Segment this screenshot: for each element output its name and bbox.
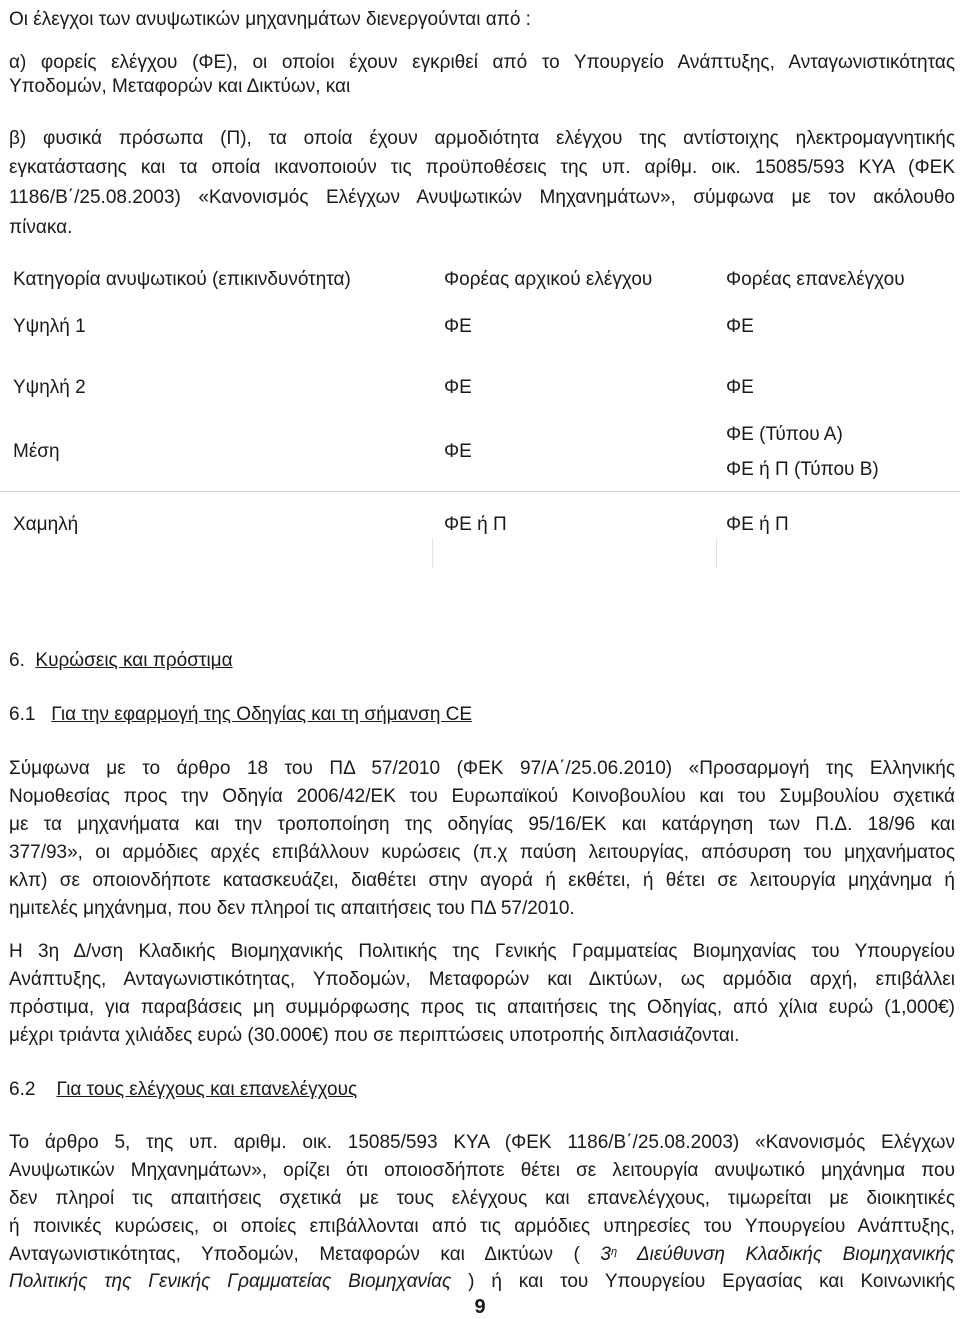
section-62-line6-rest: ) ή και του Υπουργείου Εργασίας και Κοινωνικής	[451, 1271, 955, 1292]
section-61-p2-line1: Η 3η Δ/νση Κλαδικής Βιομηχανικής Πολιτικής της Γενικής Γραμματείας Βιομηχανίας του Υπουργείου	[9, 941, 955, 962]
section-61-p1-line4: 377/93», οι αρμόδιες αρχές επιβάλλουν κυρώσεις (π.χ παύση λειτουργίας, απόσυρση του μηχανήματος	[9, 842, 955, 863]
inspection-table	[0, 262, 960, 568]
table-row-1-recheck: ΦΕ	[726, 316, 754, 337]
section-62-heading	[9, 1078, 357, 1102]
table-column-rule	[432, 538, 433, 568]
intro-a-line2: Υποδομών, Μεταφορών και Δικτύων, και	[9, 76, 351, 97]
table-row-1-initial: ΦΕ	[444, 316, 472, 337]
table-header-recheck: Φορέας επανελέγχου	[726, 269, 905, 290]
section-62-p1-line5	[9, 1243, 955, 1267]
section-61-p1-line3: με τα μηχανήματα και την τροποποίηση της οδηγίας 95/16/ΕΚ και κατάργηση των Π.Δ. 18/96 και	[9, 814, 955, 835]
table-column-rule	[716, 538, 717, 568]
directorate-number: 3	[600, 1244, 611, 1265]
section-62-line6-italic: Πολιτικής της Γενικής Γραμματείας Βιομηχανίας	[9, 1271, 452, 1292]
table-row-2-recheck: ΦΕ	[726, 377, 754, 398]
section-61-title: Για την εφαρμογή της Οδηγίας και τη σήμανση CE	[51, 704, 473, 725]
intro-b-line1: β) φυσικά πρόσωπα (Π), τα οποία έχουν αρμοδιότητα ελέγχου της αντίστοιχης ηλεκτρομαγνητικής	[9, 128, 955, 149]
intro-b-line2: εγκατάστασης και τα οποία ικανοποιούν τις προϋποθέσεις της υπ. αρίθμ. οικ. 15085/593 ΚΥΑ (ΦΕΚ	[9, 157, 955, 178]
section-61-p1-line6: ημιτελές μηχάνημα, που δεν πληροί τις απαιτήσεις του ΠΔ 57/2010.	[9, 898, 575, 919]
section-62-number: 6.2	[9, 1079, 36, 1100]
section-61-p2-line4: μέχρι τριάντα χιλιάδες ευρώ (30.000€) που σε περιπτώσεις υποτροπής διπλασιάζονται.	[9, 1025, 740, 1046]
page-number: 9	[474, 1296, 486, 1318]
section-6-number: 6.	[9, 650, 25, 671]
table-row-2-category: Υψηλή 2	[13, 377, 86, 398]
section-61-heading	[9, 703, 472, 727]
section-61-p2-line3: πρόστιμα, για παραβάσεις μη συμμόρφωσης προς τις απαιτήσεις της Οδηγίας, από χίλια ευρώ (1,000€)	[9, 997, 955, 1018]
table-row-4-category: Χαμηλή	[13, 514, 79, 535]
section-61-p1-line5: κλπ) σε οποιονδήποτε κατασκευάζει, διαθέτει στην αγορά ή εκθέτει, ή θέτει σε λειτουργία μηχάνημα ή	[9, 870, 955, 891]
directorate-name: Διεύθυνση Κλαδικής Βιομηχανικής	[617, 1244, 955, 1265]
table-row-1-category: Υψηλή 1	[13, 316, 86, 337]
table-header-category: Κατηγορία ανυψωτικού (επικινδυνότητα)	[13, 269, 351, 290]
table-row-3-recheck-b: ΦΕ ή Π (Τύπου Β)	[726, 459, 879, 480]
section-61-p2-line2: Ανάπτυξης, Ανταγωνιστικότητας, Υποδομών, Μεταφορών και Δικτύων, ως αρμόδια αρχή, επιβάλλει	[9, 969, 955, 990]
section-62-line5-italic	[600, 1244, 955, 1265]
intro-b-line3: 1186/Β΄/25.08.2003) «Κανονισμός Ελέγχων Ανυψωτικών Μηχανημάτων», σύμφωνα με τον ακόλουθο	[9, 187, 955, 208]
intro-b-line4: πίνακα.	[9, 217, 73, 238]
table-row-4-recheck: ΦΕ ή Π	[726, 514, 789, 535]
section-62-p1-line3: δεν πληροί τις απαιτήσεις σχετικά με τους ελέγχους και επανελέγχους, τιμωρείται με διοικητικές	[9, 1188, 955, 1209]
section-6-title: Κυρώσεις και πρόστιμα	[35, 650, 233, 671]
section-62-p1-line4: ή ποινικές κυρώσεις, οι οποίες επιβάλλονται από τις αρμόδιες υπηρεσίες του Υπουργείου Ανάπτυξης,	[9, 1216, 955, 1237]
section-61-p1-line2: Νομοθεσίας προς την Οδηγία 2006/42/ΕΚ του Ευρωπαϊκού Κοινοβουλίου και του Συμβουλίου σχετικά	[9, 786, 955, 807]
section-62-p1-line1: Το άρθρο 5, της υπ. αριθμ. οικ. 15085/593 ΚΥΑ (ΦΕΚ 1186/Β΄/25.08.2003) «Κανονισμός Ελέγχων	[9, 1132, 955, 1153]
section-62-line5-text: Ανταγωνιστικότητας, Υποδομών, Μεταφορών και Δικτύων (	[9, 1244, 580, 1265]
section-62-title: Για τους ελέγχους και επανελέγχους	[56, 1079, 358, 1100]
intro-line: Οι έλεγχοι των ανυψωτικών μηχανημάτων διενεργούνται από :	[9, 9, 531, 30]
table-row-3-initial: ΦΕ	[444, 441, 472, 462]
section-61-number: 6.1	[9, 704, 36, 725]
section-62-p1-line2: Ανυψωτικών Μηχανημάτων», ορίζει ότι οποιοσδήποτε θέτει σε λειτουργία ανυψωτικό μηχάνημα που	[9, 1160, 955, 1181]
table-row-3-recheck-a: ΦΕ (Τύπου Α)	[726, 424, 843, 445]
table-header-initial: Φορέας αρχικού ελέγχου	[444, 269, 653, 290]
table-row-2-initial: ΦΕ	[444, 377, 472, 398]
table-row-3-category: Μέση	[13, 441, 60, 462]
section-61-p1-line1: Σύμφωνα με το άρθρο 18 του ΠΔ 57/2010 (ΦΕΚ 97/Α΄/25.06.2010) «Προσαρμογή της Ελληνικής	[9, 758, 955, 779]
section-62-p1-line6	[9, 1270, 955, 1294]
table-divider	[0, 491, 960, 492]
directorate-ordinal: η	[611, 1246, 618, 1258]
intro-a-line1: α) φορείς ελέγχου (ΦΕ), οι οποίοι έχουν εγκριθεί από το Υπουργείο Ανάπτυξης, Ανταγωνιστικότητας	[9, 52, 955, 73]
section-6-heading	[9, 649, 233, 673]
table-row-4-initial: ΦΕ ή Π	[444, 514, 507, 535]
